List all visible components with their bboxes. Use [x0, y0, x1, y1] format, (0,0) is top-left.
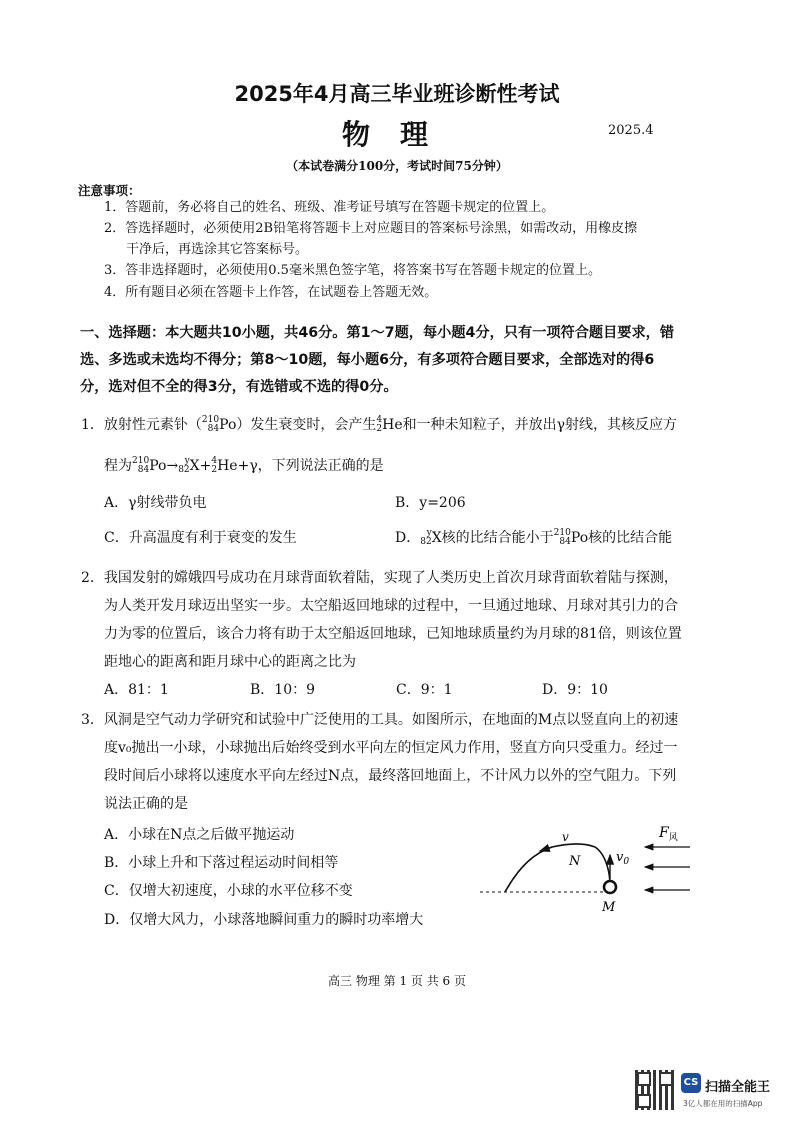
q3-option-c: C．仅增大初速度，小球的水平位移不变 [104, 883, 353, 899]
q3-option-a: A．小球在N点之后做平抛运动 [104, 827, 295, 843]
section-instruction: 选、多选或未选均不得分；第8～10题，每小题6分，有多项符合题目要求，全部选对的得6 [80, 352, 655, 368]
q2-option-d: D．9：10 [542, 682, 608, 698]
label-v0: $v_0$ [616, 850, 630, 867]
q3-stem-line: 3．风洞是空气动力学研究和试验中广泛使用的工具。如图所示，在地面的M点以竖直向上的初速 [81, 712, 679, 728]
q3-option-b: B．小球上升和下落过程运动时间相等 [104, 855, 339, 871]
q1-option-a: A．γ射线带负电 [104, 495, 207, 511]
notice-item: 1．答题前，务必将自己的姓名、班级、准考证号填写在答题卡规定的位置上。 [104, 200, 555, 215]
ball [604, 881, 616, 893]
subject-title: 物理 [342, 118, 459, 151]
q1-option-b: B．y=206 [395, 495, 466, 511]
q2-option-a: A．81：1 [104, 682, 169, 698]
q2-stem-line: 2．我国发射的嫦娥四号成功在月球背面软着陆，实现了人类历史上首次月球背面软着陆与探测， [81, 570, 678, 586]
q1-stem-line2: 程为210 84Po→ y 82X+4 2He+γ，下列说法正确的是 [104, 456, 384, 475]
q3-stem-line: 度v₀抛出一小球，小球抛出后始终受到水平向左的恒定风力作用，竖直方向只受重力。经过一 [104, 740, 678, 756]
q2-stem-line: 力为零的位置后，该合力将有助于太空船返回地球，已知地球质量约为月球的81倍，则该位置 [104, 626, 682, 642]
camscanner-logo-icon: CS [681, 1073, 701, 1093]
q3-option-d: D．仅增大风力，小球落地瞬间重力的瞬时功率增大 [104, 912, 424, 928]
q2-option-c: C．9：1 [396, 682, 453, 698]
velocity-arrow-n [540, 847, 552, 851]
trajectory-path [505, 844, 610, 892]
q1-stem-line1: 1．放射性元素钋（210 84Po）发生衰变时，会产生4 2He和一种未知粒子，并放出γ射线，其核反应方 [81, 415, 677, 434]
q2-stem-line: 距地心的距离和距月球中心的距离之比为 [104, 654, 356, 670]
q2-option-b: B．10：9 [250, 682, 316, 698]
q3-stem-line: 段时间后小球将以速度水平向左经过N点，最终落回地面上，不计风力以外的空气阻力。下列 [104, 768, 677, 784]
label-v: v [562, 830, 569, 844]
watermark-slogan: 3亿人都在用的扫描App [683, 1099, 763, 1108]
notice-item: 4．所有题目必须在答题卡上作答，在试题卷上答题无效。 [104, 285, 438, 300]
q1-option-c: C．升高温度有利于衰变的发生 [104, 530, 297, 546]
label-m: M [602, 900, 616, 915]
section-instruction: 分，选对但不全的得3分，有选错或不选的得0分。 [80, 379, 398, 395]
q3-stem-line: 说法正确的是 [104, 796, 188, 812]
exam-title: 2025年4月高三毕业班诊断性考试 [234, 82, 560, 106]
watermark-name: 扫描全能王 [705, 1080, 771, 1095]
notice-title: 注意事项： [78, 183, 141, 198]
exam-info: （本试卷满分100分，考试时间75分钟） [286, 159, 508, 173]
section-instruction: 一、选择题：本大题共10小题，共46分。第1～7题，每小题4分，只有一项符合题目要求，错 [80, 325, 675, 341]
notice-item: 3．答非选择题时，必须使用0.5毫米黑色签字笔，将答案书写在答题卡规定的位置上。 [104, 263, 601, 278]
label-n: N [569, 854, 581, 869]
q1-option-d: D． y 82X核的比结合能小于210 84Po核的比结合能 [395, 528, 673, 547]
wind-tunnel-figure [470, 815, 700, 915]
exam-date: 2025.4 [608, 123, 654, 138]
page-footer: 高三 物理 第 1 页 共 6 页 [328, 974, 466, 988]
notice-item: 2．答选择题时，必须使用2B铅笔将答题卡上对应题目的答案标号涂黑，如需改动，用橡皮擦 [104, 221, 638, 236]
q2-stem-line: 为人类开发月球迈出坚实一步。太空船返回地球的过程中，一旦通过地球、月球对其引力的合 [104, 598, 678, 614]
label-f-wind: $F_风$ [659, 825, 678, 843]
qr-code-icon [635, 1070, 675, 1110]
notice-item: 干净后，再选涂其它答案标号。 [126, 242, 309, 257]
